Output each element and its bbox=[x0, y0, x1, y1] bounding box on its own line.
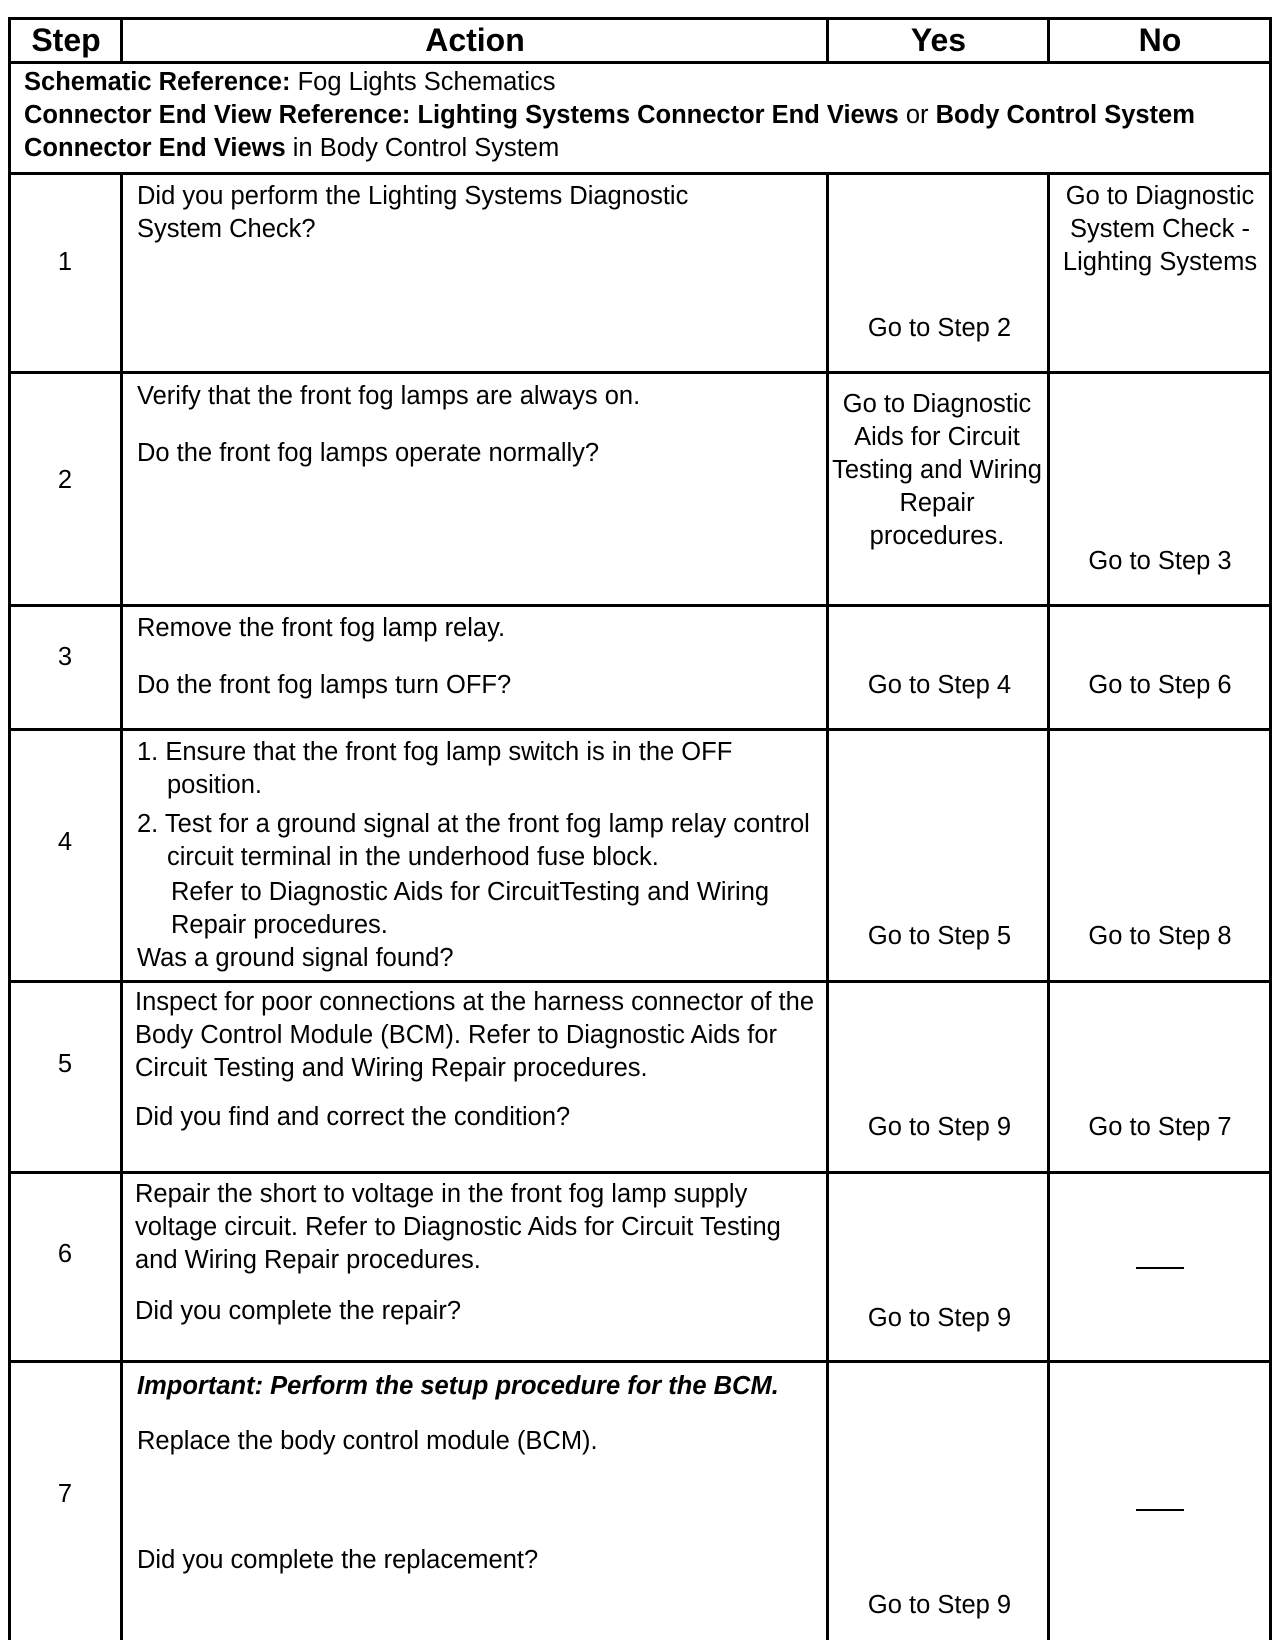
action-text: Replace the body control module (BCM). bbox=[137, 1427, 598, 1455]
step-action bbox=[137, 180, 777, 246]
grid-line bbox=[8, 61, 1272, 64]
grid-line bbox=[1269, 17, 1272, 1640]
action-text: Remove the front fog lamp relay. bbox=[137, 614, 506, 642]
grid-line bbox=[8, 172, 1272, 175]
step-no: Go to Step 3 bbox=[1088, 547, 1232, 575]
grid-line bbox=[120, 172, 123, 1640]
step-yes: Go to Step 2 bbox=[867, 314, 1012, 342]
connector-label: Connector End View Reference: bbox=[24, 101, 411, 129]
step-no: Go to Diagnostic System Check - Lighting Systems bbox=[1062, 182, 1258, 276]
header-yes: Yes bbox=[910, 22, 967, 58]
question-text: Did you complete the replacement? bbox=[137, 1546, 539, 1574]
step-number: 2 bbox=[57, 466, 73, 494]
important-note: Important: Perform the setup procedure for the BCM. bbox=[137, 1372, 779, 1400]
step-action bbox=[135, 986, 815, 1134]
reference-text: Refer to Diagnostic Aids for CircuitTesting and Wiring Repair procedures. bbox=[171, 878, 770, 939]
header-no: No bbox=[1138, 22, 1182, 58]
grid-line bbox=[826, 172, 829, 1640]
grid-line bbox=[8, 728, 1272, 731]
step-yes: Go to Step 9 bbox=[867, 1304, 1012, 1332]
question-text: Did you complete the repair? bbox=[135, 1297, 462, 1325]
grid-line bbox=[8, 980, 1272, 983]
schematic-label: Schematic Reference: bbox=[24, 68, 291, 96]
connector-reference-1: Lighting Systems Connector End Views bbox=[417, 101, 899, 129]
connector-reference-2: Body Control System Connector End Views bbox=[24, 101, 1195, 162]
em-dash-mark bbox=[1136, 1267, 1184, 1269]
question-text: Did you find and correct the condition? bbox=[135, 1103, 571, 1131]
grid-line bbox=[8, 1360, 1272, 1363]
question-text: Do the front fog lamps operate normally? bbox=[137, 439, 600, 467]
list-item: 1. Ensure that the front fog lamp switch is in the OFF position. bbox=[137, 738, 733, 799]
grid-line bbox=[8, 604, 1272, 607]
action-text: Did you perform the Lighting Systems Diagnostic System Check? bbox=[137, 182, 689, 243]
step-yes: Go to Step 9 bbox=[867, 1591, 1012, 1619]
step-number: 3 bbox=[57, 643, 73, 671]
or-text: or bbox=[905, 101, 929, 129]
reference-block bbox=[24, 66, 1264, 165]
list-item: 2. Test for a ground signal at the front fog lamp relay control circuit terminal in the underhood fuse block. bbox=[137, 810, 810, 871]
header-action: Action bbox=[425, 22, 525, 58]
grid-line bbox=[8, 371, 1272, 374]
step-number: 1 bbox=[57, 248, 73, 276]
step-yes: Go to Step 5 bbox=[867, 922, 1012, 950]
step-yes: Go to Step 4 bbox=[867, 671, 1012, 699]
grid-line bbox=[8, 61, 11, 1640]
step-no: Go to Step 8 bbox=[1088, 922, 1232, 950]
grid-line bbox=[8, 1171, 1272, 1174]
step-number: 4 bbox=[57, 828, 73, 856]
numbered-list bbox=[137, 736, 817, 874]
action-text: Verify that the front fog lamps are always on. bbox=[137, 382, 641, 410]
step-number: 5 bbox=[57, 1050, 73, 1078]
in-text: in Body Control System bbox=[292, 134, 560, 162]
step-action bbox=[137, 612, 797, 702]
step-action bbox=[135, 1178, 815, 1328]
step-action bbox=[137, 380, 797, 470]
question-text: Do the front fog lamps turn OFF? bbox=[137, 671, 512, 699]
action-text: Repair the short to voltage in the front fog lamp supply voltage circuit. Refer to Diagnostic Aids for Circuit Testing and Wiring Repair procedures. bbox=[135, 1180, 781, 1274]
step-no: Go to Step 6 bbox=[1088, 671, 1232, 699]
step-yes: Go to Step 9 bbox=[867, 1113, 1012, 1141]
step-no: Go to Step 7 bbox=[1088, 1113, 1232, 1141]
em-dash-mark bbox=[1136, 1509, 1184, 1511]
step-action bbox=[137, 736, 817, 975]
grid-line bbox=[1047, 172, 1050, 1640]
schematic-reference-link: Fog Lights Schematics bbox=[297, 68, 556, 96]
step-yes: Go to Diagnostic Aids for Circuit Testing and Wiring Repair procedures. bbox=[832, 390, 1042, 550]
step-number: 6 bbox=[57, 1240, 73, 1268]
header-step: Step bbox=[31, 22, 101, 58]
step-number: 7 bbox=[57, 1480, 73, 1508]
question-text: Was a ground signal found? bbox=[137, 944, 454, 972]
step-action bbox=[137, 1370, 797, 1577]
action-text: Inspect for poor connections at the harness connector of the Body Control Module (BCM). Refer to Diagnostic Aids for Circuit Testing and Wiring Repair procedures. bbox=[135, 988, 814, 1082]
